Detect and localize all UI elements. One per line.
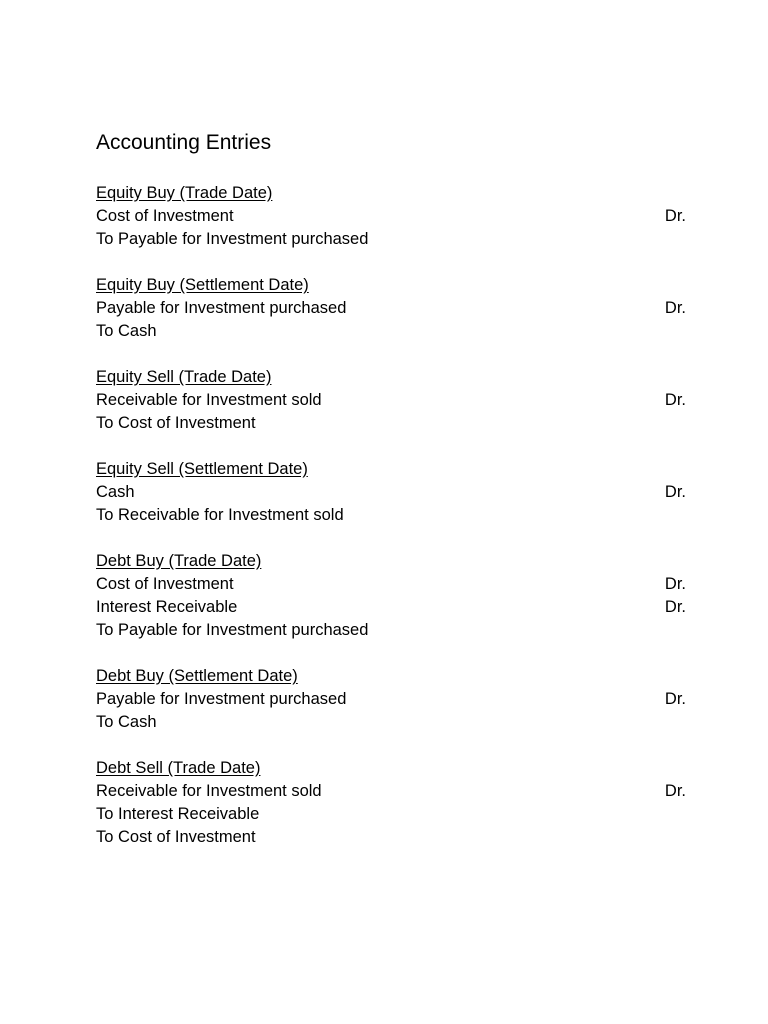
entry-line (96, 688, 686, 711)
entry-line (96, 205, 686, 228)
debit-marker: Dr. (664, 391, 686, 409)
entry-section (96, 274, 686, 343)
entry-line (96, 711, 686, 734)
account-name: To Cash (96, 322, 157, 340)
entry-section (96, 366, 686, 435)
account-name: Cost of Investment (96, 207, 234, 225)
debit-marker: Dr. (664, 207, 686, 225)
debit-marker: Dr. (664, 299, 686, 317)
debit-marker (646, 711, 686, 734)
entry-line (96, 412, 686, 435)
entry-section (96, 458, 686, 527)
debit-marker: Dr. (664, 782, 686, 800)
account-name: Receivable for Investment sold (96, 391, 322, 409)
entry-section (96, 665, 686, 734)
entry-section (96, 182, 686, 251)
entry-line (96, 320, 686, 343)
entry-line (96, 780, 686, 803)
account-name: Interest Receivable (96, 598, 238, 616)
entry-line (96, 803, 686, 826)
entry-line (96, 389, 686, 412)
entry-section (96, 757, 686, 849)
entry-line (96, 596, 686, 619)
section-heading: Equity Sell (Settlement Date) (96, 460, 308, 478)
debit-marker (646, 504, 686, 527)
entry-line (96, 573, 686, 596)
account-name: Receivable for Investment sold (96, 782, 322, 800)
account-name: To Interest Receivable (96, 805, 260, 823)
account-name: To Cost of Investment (96, 414, 256, 432)
page-title: Accounting Entries (96, 131, 272, 154)
section-heading: Equity Buy (Trade Date) (96, 184, 273, 202)
section-heading: Debt Sell (Trade Date) (96, 759, 261, 777)
debit-marker (646, 619, 686, 642)
account-name: Cost of Investment (96, 575, 234, 593)
entry-line (96, 504, 686, 527)
debit-marker: Dr. (664, 575, 686, 593)
debit-marker (646, 228, 686, 251)
entry-line (96, 481, 686, 504)
debit-marker: Dr. (664, 690, 686, 708)
account-name: To Cost of Investment (96, 828, 256, 846)
entry-line (96, 826, 686, 849)
debit-marker: Dr. (664, 598, 686, 616)
entry-section (96, 550, 686, 642)
account-name: Cash (96, 483, 135, 501)
account-name: Payable for Investment purchased (96, 299, 347, 317)
document-page (96, 128, 686, 872)
entry-line (96, 297, 686, 320)
entry-line (96, 228, 686, 251)
account-name: To Payable for Investment purchased (96, 621, 369, 639)
section-heading: Debt Buy (Settlement Date) (96, 667, 298, 685)
account-name: To Cash (96, 713, 157, 731)
section-heading: Equity Buy (Settlement Date) (96, 276, 309, 294)
debit-marker (646, 803, 686, 826)
section-heading: Debt Buy (Trade Date) (96, 552, 262, 570)
debit-marker: Dr. (664, 483, 686, 501)
debit-marker (646, 826, 686, 849)
debit-marker (646, 412, 686, 435)
account-name: Payable for Investment purchased (96, 690, 347, 708)
account-name: To Receivable for Investment sold (96, 506, 344, 524)
account-name: To Payable for Investment purchased (96, 230, 369, 248)
entry-line (96, 619, 686, 642)
debit-marker (646, 320, 686, 343)
section-heading: Equity Sell (Trade Date) (96, 368, 272, 386)
